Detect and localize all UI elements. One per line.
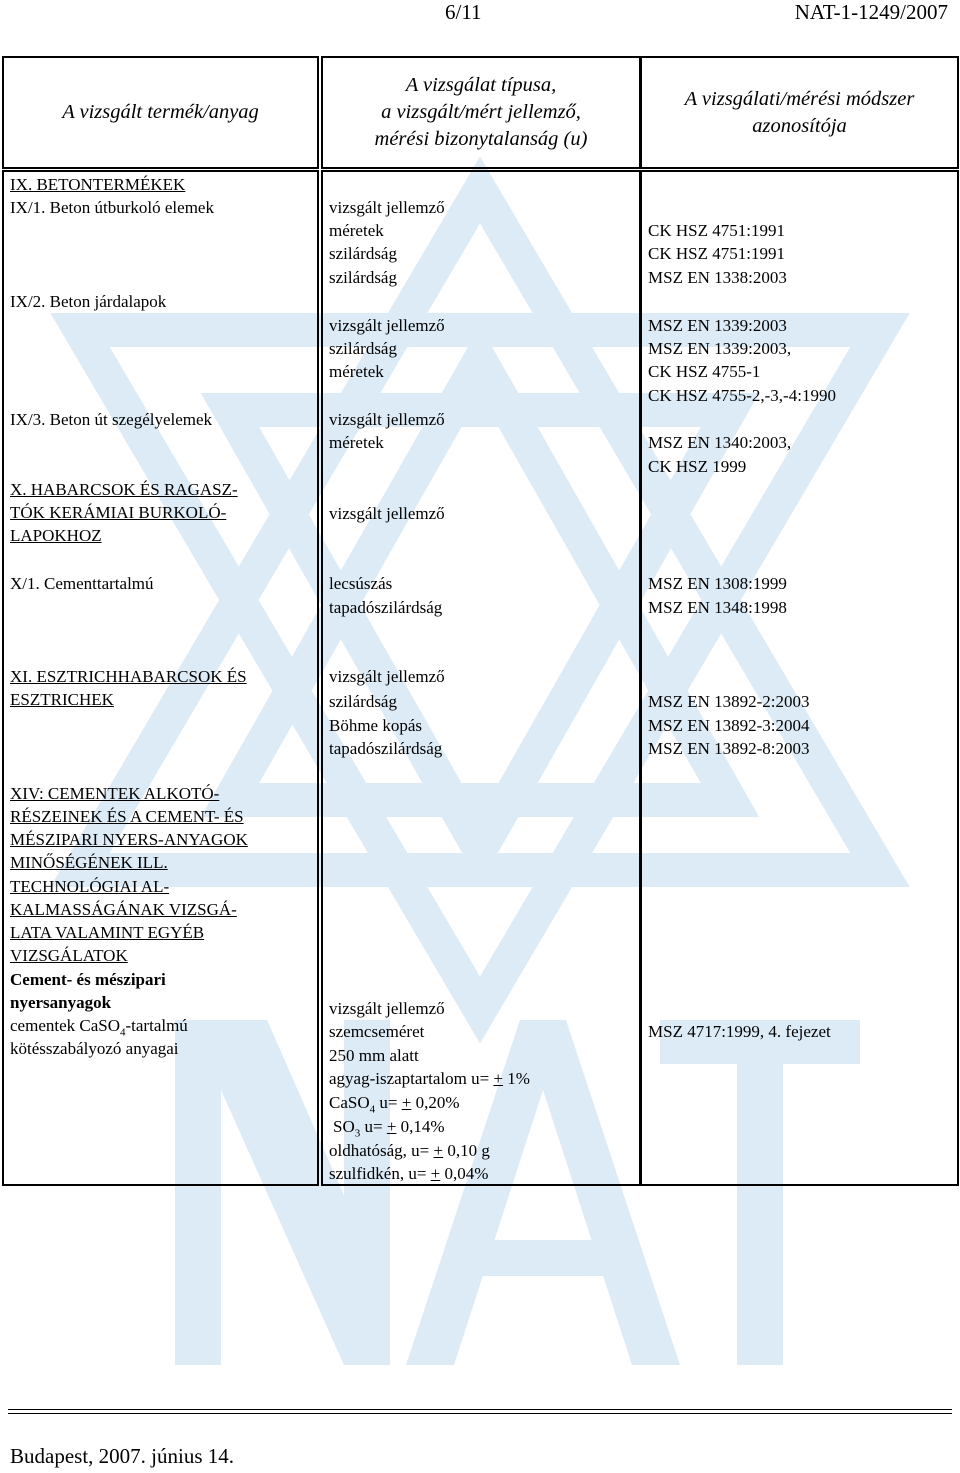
- method-id: MSZ EN 13892-2:2003: [648, 692, 810, 711]
- char-label-2: vizsgált jellemző: [329, 316, 445, 335]
- char-sulfide-b: 0,04%: [440, 1164, 489, 1183]
- char-label-6: vizsgált jellemző: [329, 999, 445, 1018]
- item-cement-caso4-b: -tartalmú: [125, 1016, 188, 1035]
- section-xiv-title-8: VIZSGÁLATOK: [10, 946, 128, 965]
- char-caso4-c: 0,20%: [411, 1093, 460, 1112]
- method-id: CK HSZ 1999: [648, 457, 747, 476]
- char-label-5: vizsgált jellemző: [329, 667, 445, 686]
- method-id: CK HSZ 4751:1991: [648, 244, 785, 263]
- char-value: tapadószilárdság: [329, 739, 443, 758]
- document-id: NAT-1-1249/2007: [794, 0, 948, 24]
- item-cement-caso4-sub: 4: [120, 1026, 126, 1039]
- plus-minus-sign: +: [430, 1164, 441, 1183]
- header-method: [640, 56, 959, 169]
- item-cement-caso4-a: cementek CaSO: [10, 1016, 120, 1035]
- plus-minus-sign: +: [401, 1093, 412, 1112]
- char-value: szilárdság: [329, 244, 397, 263]
- item-ix-2: IX/2. Beton járdalapok: [10, 292, 167, 311]
- char-solubility: [329, 1139, 490, 1162]
- char-so3-c: 0,14%: [396, 1117, 445, 1136]
- plus-minus-sign: +: [386, 1117, 397, 1136]
- char-so3: [333, 1115, 445, 1138]
- char-so3-a: SO: [333, 1117, 355, 1136]
- page-number: 6/11: [445, 0, 482, 24]
- char-value: szilárdság: [329, 268, 397, 287]
- char-label-4: vizsgált jellemző: [329, 504, 445, 523]
- method-id: MSZ EN 1348:1998: [648, 598, 787, 617]
- footer-place-date: Budapest, 2007. június 14.: [10, 1444, 234, 1468]
- char-so3-sub: 3: [354, 1127, 361, 1140]
- char-value: méretek: [329, 221, 384, 240]
- section-xiv-title-1: XIV: CEMENTEK ALKOTÓ-: [10, 784, 220, 803]
- section-xiv-title-4: MINŐSÉGÉNEK ILL.: [10, 853, 168, 872]
- char-sulfide-a: szulfidkén, u=: [329, 1164, 431, 1183]
- section-ix-title: IX. BETONTERMÉKEK: [10, 175, 186, 194]
- section-xiv-title-6: KALMASSÁGÁNAK VIZSGÁ-: [10, 900, 237, 919]
- method-id: MSZ EN 1338:2003: [648, 268, 787, 287]
- plus-minus-sign: +: [493, 1069, 504, 1088]
- char-clay-silt-a: agyag-iszaptartalom u=: [329, 1069, 494, 1088]
- footer-divider: [8, 1413, 952, 1414]
- item-ix-3: IX/3. Beton út szegélyelemek: [10, 410, 213, 429]
- char-clay-silt: [329, 1067, 530, 1090]
- section-xiv-title-5: TECHNOLÓGIAI AL-: [10, 877, 170, 896]
- method-id: MSZ EN 1339:2003: [648, 316, 787, 335]
- subsection-raw-materials-2: nyersanyagok: [10, 993, 112, 1012]
- char-solubility-a: oldhatóság, u=: [329, 1141, 434, 1160]
- char-solubility-b: 0,10 g: [443, 1141, 490, 1160]
- char-value: méretek: [329, 362, 384, 381]
- char-value: szemcseméret: [329, 1022, 425, 1041]
- header-product-text: A vizsgált termék/anyag: [62, 101, 259, 123]
- section-xiv-title-7: LATA VALAMINT EGYÉB: [10, 923, 205, 942]
- section-x-title-1: X. HABARCSOK ÉS RAGASZ-: [10, 480, 238, 499]
- header-product: [2, 56, 319, 169]
- char-sulfide: [329, 1162, 488, 1185]
- char-value: méretek: [329, 433, 384, 452]
- method-id: CK HSZ 4751:1991: [648, 221, 785, 240]
- char-label-1: vizsgált jellemző: [329, 198, 445, 217]
- char-value: szilárdság: [329, 692, 397, 711]
- header-test-type: [321, 56, 641, 169]
- char-caso4-a: CaSO: [329, 1093, 370, 1112]
- section-x-title-2: TÓK KERÁMIAI BURKOLÓ-: [10, 503, 227, 522]
- method-id: MSZ EN 13892-8:2003: [648, 739, 810, 758]
- item-cement-caso4: [10, 1014, 188, 1037]
- plus-minus-sign: +: [433, 1141, 444, 1160]
- method-id: MSZ 4717:1999, 4. fejezet: [648, 1022, 831, 1041]
- char-label-3: vizsgált jellemző: [329, 410, 445, 429]
- char-caso4: [329, 1091, 459, 1114]
- char-value: 250 mm alatt: [329, 1046, 419, 1065]
- char-caso4-sub: 4: [369, 1103, 376, 1116]
- char-clay-silt-b: 1%: [503, 1069, 530, 1088]
- item-cement-caso4-2: kötésszabályozó anyagai: [10, 1039, 179, 1058]
- char-value: Böhme kopás: [329, 716, 423, 735]
- section-xi-title-1: XI. ESZTRICHHABARCSOK ÉS: [10, 667, 247, 686]
- section-x-title-3: LAPOKHOZ: [10, 526, 102, 545]
- char-caso4-b: u=: [375, 1093, 402, 1112]
- char-value: lecsúszás: [329, 574, 393, 593]
- method-id: MSZ EN 1340:2003,: [648, 433, 792, 452]
- header-test-type-text: A vizsgálat típusa, a vizsgált/mért jellemző, mérési bizonytalanság (u): [374, 74, 588, 150]
- char-value: tapadószilárdság: [329, 598, 443, 617]
- footer-divider: [8, 1409, 952, 1410]
- section-xiv-title-2: RÉSZEINEK ÉS A CEMENT- ÉS: [10, 807, 244, 826]
- char-value: szilárdság: [329, 339, 397, 358]
- method-id: CK HSZ 4755-2,-3,-4:1990: [648, 386, 836, 405]
- method-id: MSZ EN 1308:1999: [648, 574, 787, 593]
- subsection-raw-materials-1: Cement- és mészipari: [10, 970, 166, 989]
- section-xi-title-2: ESZTRICHEK: [10, 690, 114, 709]
- section-xiv-title-3: MÉSZIPARI NYERS-ANYAGOK: [10, 830, 248, 849]
- header-method-text: A vizsgálati/mérési módszer azonosítója: [684, 87, 915, 137]
- item-ix-1: IX/1. Beton útburkoló elemek: [10, 198, 214, 217]
- char-so3-b: u=: [360, 1117, 387, 1136]
- method-id: CK HSZ 4755-1: [648, 362, 761, 381]
- method-id: MSZ EN 1339:2003,: [648, 339, 792, 358]
- method-id: MSZ EN 13892-3:2004: [648, 716, 810, 735]
- item-x-1: X/1. Cementtartalmú: [10, 574, 154, 593]
